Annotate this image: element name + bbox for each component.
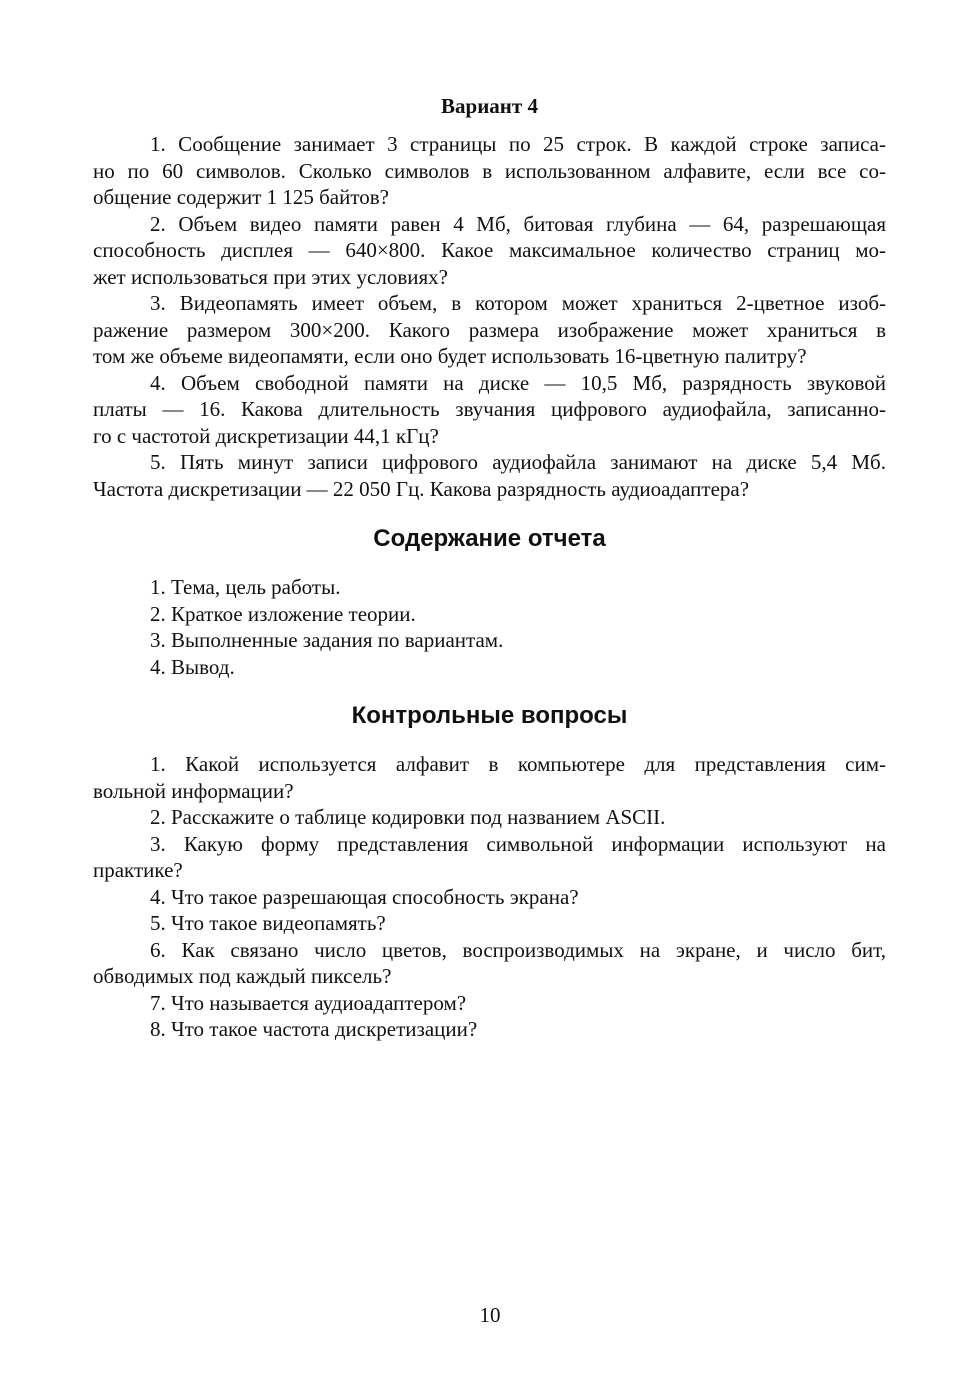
text-line: практике? [93, 858, 183, 882]
variant-task-1 [93, 131, 886, 211]
question-8 [93, 1016, 886, 1043]
text-line: 2. Расскажите о таблице кодировки под названием ASCII. [150, 805, 666, 829]
text-line: платы — 16. Какова длительность звучания цифрового аудиофайла, записанно- [93, 397, 886, 421]
text-line: ражение размером 300×200. Какого размера изображение может храниться в [93, 317, 886, 342]
report-item-1: 1. Тема, цель работы. [150, 575, 341, 599]
text-line: 4. Объем свободной памяти на диске — 10,5 Мб, разрядность звуковой [150, 370, 886, 395]
text-line: 7. Что называется аудиоадаптером? [150, 990, 467, 1015]
text-line: 6. Как связано число цветов, воспроизводимых на экране, и число бит, [150, 937, 886, 962]
text-line: 5. Пять минут записи цифрового аудиофайла занимают на диске 5,4 Мб. [150, 450, 886, 474]
question-3 [93, 831, 886, 884]
text-line: Частота дискретизации — 22 050 Гц. Какова разрядность аудиоадаптера? [93, 476, 750, 501]
text-line: 8. Что такое частота дискретизации? [150, 1017, 478, 1041]
variant-task-2 [93, 211, 886, 291]
variant-task-3 [93, 290, 886, 370]
report-items [93, 574, 886, 680]
text-line: вольной информации? [93, 778, 294, 803]
question-2 [93, 804, 886, 831]
question-1 [93, 751, 886, 804]
report-section-title: Содержание отчета [373, 525, 606, 552]
question-4 [93, 884, 886, 911]
text-line: 3. Видеопамять имеет объем, в котором может храниться 2-цветное изоб- [150, 291, 886, 315]
text-line: 2. Объем видео памяти равен 4 Мб, битовая глубина — 64, разрешающая [150, 211, 886, 236]
text-line: 5. Что такое видеопамять? [150, 911, 386, 935]
text-line: го с частотой дискретизации 44,1 кГц? [93, 423, 439, 448]
report-item-4: 4. Вывод. [150, 654, 235, 679]
text-line: 3. Какую форму представления символьной информации используют на [150, 831, 886, 856]
question-5 [93, 910, 886, 937]
text-line: но по 60 символов. Сколько символов в использованном алфавите, если все со- [93, 158, 886, 183]
text-line: том же объеме видеопамяти, если оно будет использовать 16-цветную палитру? [93, 344, 807, 368]
variant-task-4 [93, 370, 886, 450]
report-item-3: 3. Выполненные задания по вариантам. [150, 628, 504, 652]
questions-section-title: Контрольные вопросы [351, 702, 628, 729]
text-line: 1. Какой используется алфавит в компьютере для представления сим- [150, 752, 886, 776]
variant-title: Вариант 4 [441, 94, 538, 118]
variant-tasks [93, 131, 886, 502]
question-7 [93, 990, 886, 1017]
report-item-2: 2. Краткое изложение теории. [150, 601, 416, 626]
question-6 [93, 937, 886, 990]
text-line: способность дисплея — 640×800. Какое максимальное количество страниц мо- [93, 238, 886, 262]
text-line: общение содержит 1 125 байтов? [93, 185, 389, 209]
text-line: 1. Сообщение занимает 3 страницы по 25 строк. В каждой строке записа- [150, 132, 886, 156]
question-items [93, 751, 886, 1043]
text-line: жет использоваться при этих условиях? [93, 264, 448, 289]
text-line: 4. Что такое разрешающая способность экрана? [150, 884, 579, 909]
variant-task-5 [93, 449, 886, 502]
page-number: 10 [479, 1303, 501, 1327]
text-line: обводимых под каждый пиксель? [93, 964, 392, 988]
